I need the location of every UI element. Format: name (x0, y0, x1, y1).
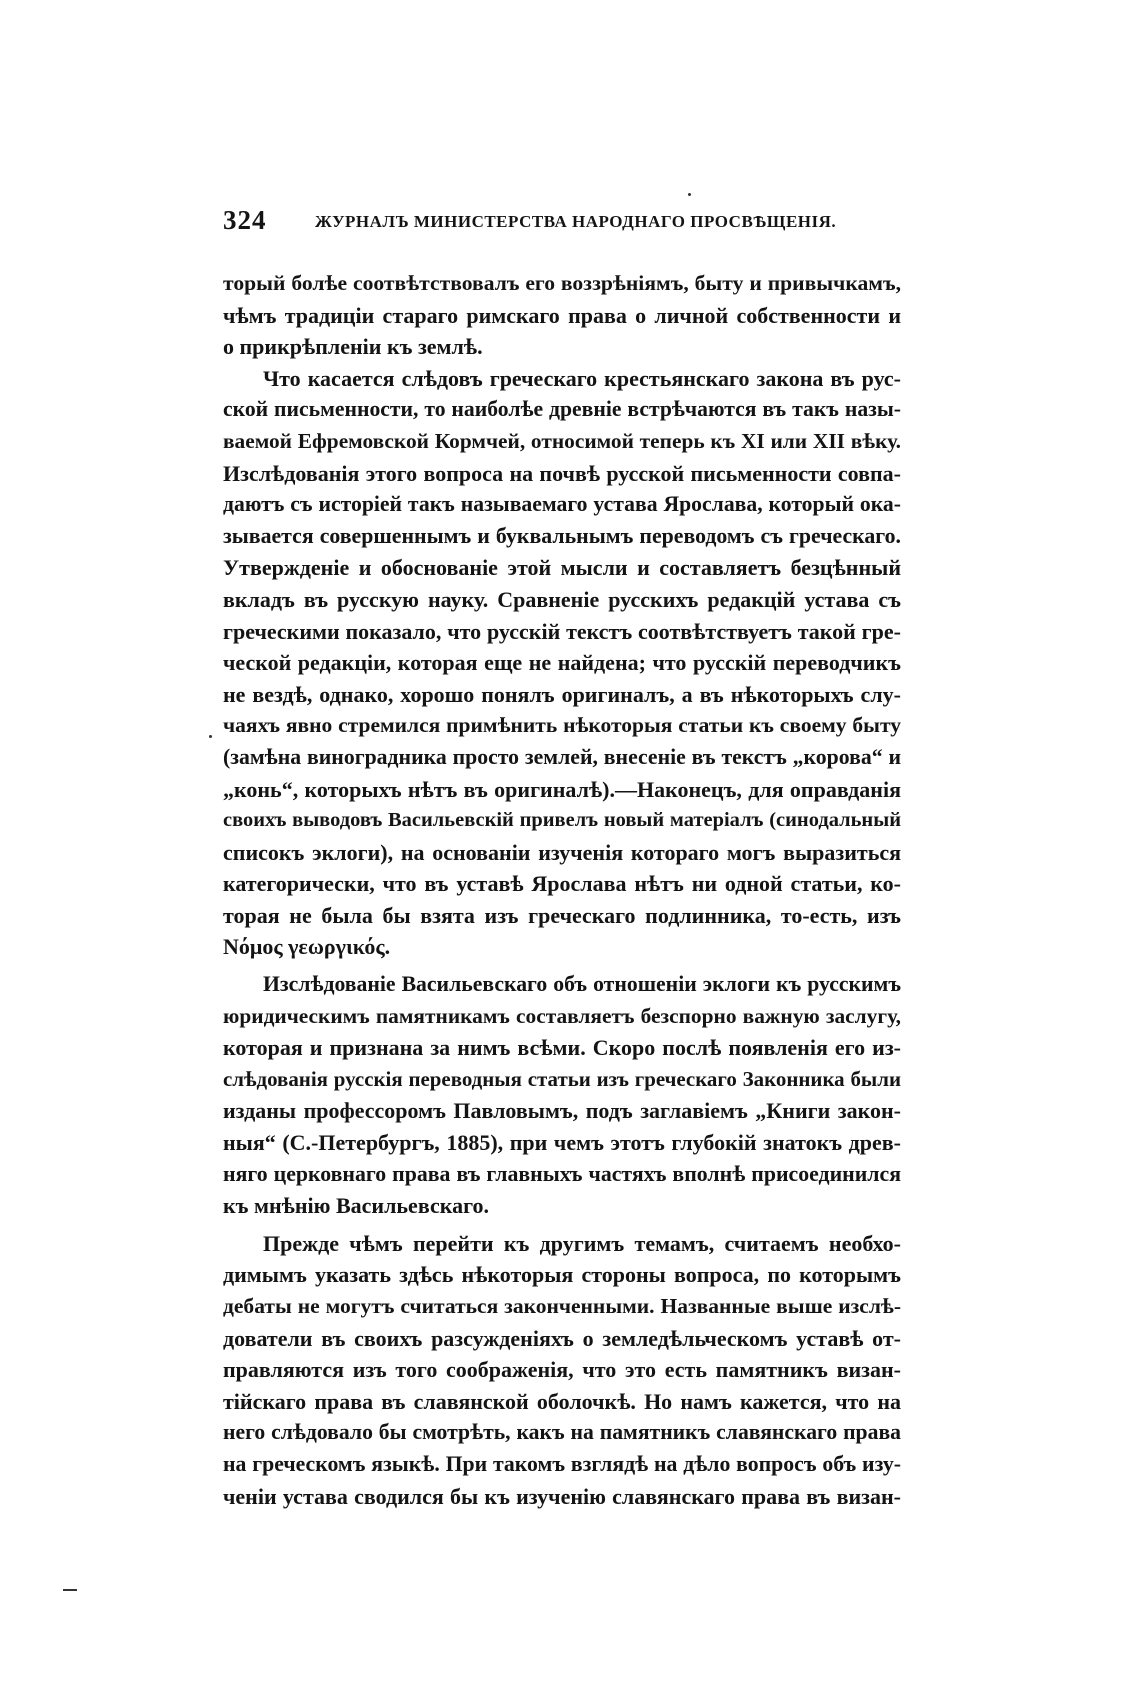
text-line: ченіи устава сводился бы къ изученію славянскаго права въ визан- (223, 1483, 901, 1509)
text-line: торая не была бы взята изъ греческаго подлинника, то-есть, изъ (223, 902, 901, 928)
text-line: зывается совершеннымъ и буквальнымъ переводомъ съ греческаго. (223, 523, 901, 548)
text-line: Утвержденіе и обоснованіе этой мысли и составляетъ безцѣнный (223, 555, 901, 581)
text-line: ныя“ (С.-Петербургъ, 1885), при чемъ этотъ глубокій знатокъ древ- (223, 1130, 901, 1156)
text-line: слѣдованія русскія переводныя статьи изъ греческаго Законника были (223, 1066, 901, 1091)
text-line: списокъ эклоги), на основаніи изученія котораго могъ выразиться (223, 839, 901, 865)
text-line: Что касается слѣдовъ греческаго крестьянскаго закона въ рус- (263, 365, 901, 391)
text-line: тійскаго права въ славянской оболочкѣ. Но намъ кажется, что на (223, 1388, 901, 1414)
text-line: „конь“, которыхъ нѣтъ въ оригиналѣ).—Наконецъ, для оправданія (223, 776, 901, 802)
text-line: чѣмъ традиціи стараго римскаго права о личной собственности и (223, 302, 901, 328)
paragraph (223, 268, 901, 363)
margin-dash (63, 1589, 77, 1591)
text-line: на греческомъ языкѣ. При такомъ взглядѣ на дѣло вопросъ объ изу- (223, 1451, 901, 1476)
page-header (223, 205, 903, 245)
text-line: изданы профессоромъ Павловымъ, подъ заглавіемъ „Книги закон- (223, 1098, 901, 1124)
print-speck (688, 193, 691, 196)
text-line: ческой редакціи, которая еще не найдена; что русскій переводчикъ (223, 650, 901, 676)
running-title: ЖУРНАЛЪ МИНИСТЕРСТВА НАРОДНАГО ПРОСВѢЩЕНІЯ. (315, 212, 837, 231)
text-line: которая и признана за нимъ всѣми. Скоро послѣ появленія его из- (223, 1035, 901, 1061)
text-line: вкладъ въ русскую науку. Сравненіе русскихъ редакцій устава съ (223, 586, 901, 612)
page-number: 324 (223, 205, 267, 235)
text-line: категорически, что въ уставѣ Ярослава нѣтъ ни одной статьи, ко- (223, 871, 901, 897)
margin-speck (209, 735, 212, 738)
text-line: дебаты не могутъ считаться законченными. Названные выше изслѣ- (223, 1294, 901, 1318)
text-line: Νόμος γεωργικός. (223, 934, 391, 960)
paragraph (223, 363, 901, 963)
text-line: Изслѣдованія этого вопроса на почвѣ русской письменности совпа- (223, 460, 901, 486)
paragraph (223, 969, 901, 1222)
text-line: даютъ съ исторіей такъ называемаго устава Ярослава, который ока- (223, 492, 901, 517)
text-line: греческими показало, что русскій текстъ соотвѣтствуетъ такой гре- (223, 618, 901, 644)
text-line: о прикрѣпленіи къ землѣ. (223, 334, 483, 360)
text-line: ваемой Ефремовской Кормчей, относимой теперь къ XI или XII вѣку. (223, 428, 901, 453)
paragraph (223, 1228, 901, 1512)
text-line: няго церковнаго права въ главныхъ частяхъ вполнѣ присоединился (223, 1161, 901, 1186)
text-line: юридическимъ памятникамъ составляетъ безспорно важную заслугу, (223, 1003, 901, 1028)
text-line: своихъ выводовъ Васильевскій привелъ новый матеріалъ (синодальный (223, 809, 901, 832)
text-line: къ мнѣнію Васильевскаго. (223, 1193, 490, 1219)
text-line: ской письменности, то наиболѣе древніе встрѣчаются въ такъ назы- (223, 397, 901, 422)
text-line: дователи въ своихъ разсужденіяхъ о земледѣльческомъ уставѣ от- (223, 1325, 901, 1351)
text-line: Прежде чѣмъ перейти къ другимъ темамъ, считаемъ необхо- (263, 1230, 901, 1256)
text-line: правляются изъ того соображенія, что это есть памятникъ визан- (223, 1357, 901, 1383)
text-line: Изслѣдованіе Васильевскаго объ отношеніи эклоги къ русскимъ (263, 972, 901, 997)
text-line: (замѣна виноградника просто землей, внесеніе въ текстъ „корова“ и (223, 744, 901, 769)
text-line: него слѣдовало бы смотрѣть, какъ на памятникъ славянскаго права (223, 1420, 901, 1445)
text-line: торый болѣе соотвѣтствовалъ его воззрѣніямъ, быту и привычкамъ, (223, 271, 901, 295)
body-text (223, 268, 901, 1512)
text-line: не вездѣ, однако, хорошо понялъ оригиналъ, а въ нѣкоторыхъ слу- (223, 681, 901, 707)
text-line: чаяхъ явно стремился примѣнить нѣкоторыя статьи къ своему быту (223, 713, 901, 738)
text-line: димымъ указать здѣсь нѣкоторыя стороны вопроса, по которымъ (223, 1262, 901, 1288)
